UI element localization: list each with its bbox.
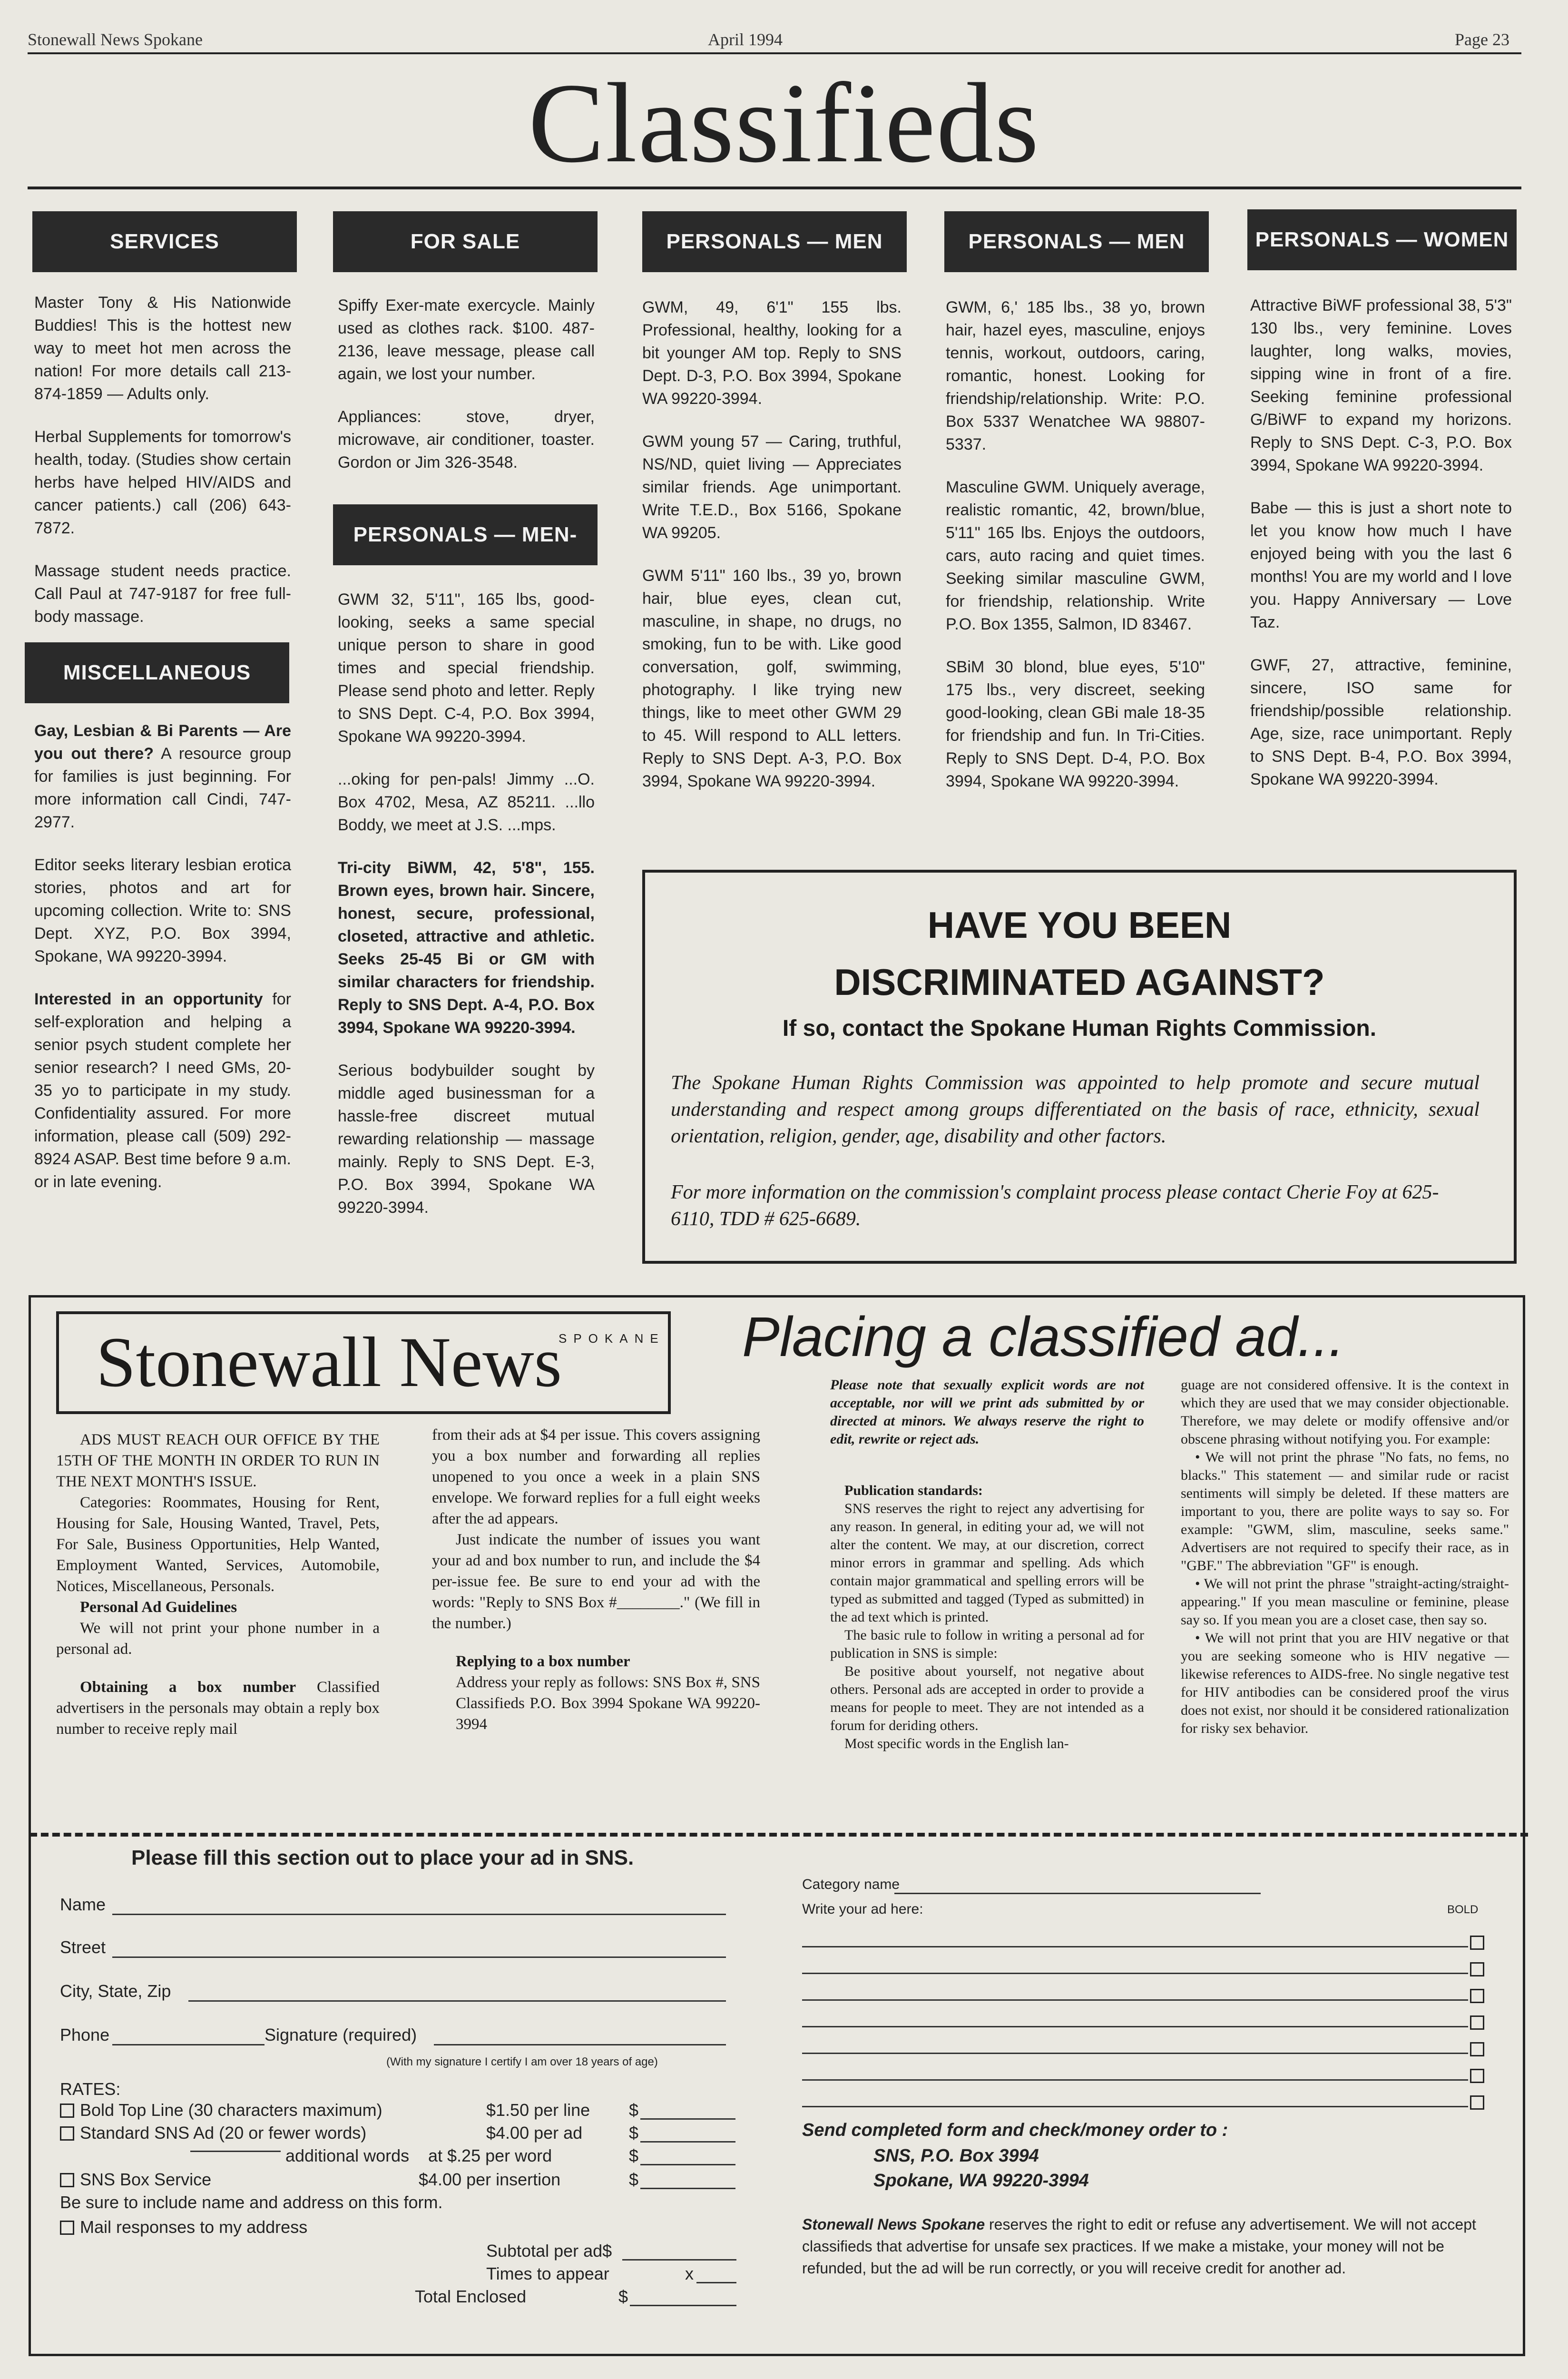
ad-entry: GWF, 27, attractive, feminine, sincere, ISO same for friendship/possible relationship. Age, size, race unimportant. Reply to SNS Dept. B-4, P.O. Box 3994, Spokane WA 99220-3994. [1250, 656, 1512, 788]
personals-men-3-column [338, 588, 595, 1239]
phone-label: Phone [60, 2025, 110, 2045]
ad-line[interactable] [802, 2009, 1468, 2027]
amount-field[interactable] [640, 2148, 735, 2165]
personals-men-1-column [642, 296, 902, 813]
header-personals-men-1: PERSONALS — MEN [642, 211, 907, 272]
placing-column-1: ADS MUST REACH OUR OFFICE BY THE 15TH OF THE MONTH IN ORDER TO RUN IN THE NEXT MONTH'S ISSUE. Categories: Roommates, Housing for Rent, Housing for Sale, Housing Wanted, Travel, Pets, For Sale, Business Opportunities, Help Wanted, Employment Wanted, Services, Automobile, Notices, Miscellaneous, Personals. Personal Ad Guidelines We will not print your phone number in a personal ad. Obtaining a box number Classified advertisers in the personals may obtain a reply box number to receive reply mail [56, 1431, 380, 1738]
mail-responses-option[interactable]: Mail responses to my address [60, 2217, 307, 2237]
header-for-sale: FOR SALE [333, 211, 598, 272]
misc-column [34, 719, 291, 1213]
category-field[interactable] [894, 1877, 1261, 1894]
personals-men-2-column [946, 296, 1205, 813]
hrc-body: The Spokane Human Rights Commission was appointed to help promote and secure mutual understanding and respect among groups differentiated on the basis of race, ethnicity, sexual orientation, religion, gender, age, disability and other factors. [671, 1072, 1480, 1147]
header-personals-men-2: PERSONALS — MEN [944, 211, 1209, 272]
bold-checkbox[interactable] [1470, 1989, 1484, 2003]
hrc-line3: If so, contact the Spokane Human Rights Commission. [782, 1016, 1377, 1041]
ad-entry: GWM young 57 — Caring, truthful, NS/ND, quiet living — Appreciates similar friends. Age unimportant. Write T.E.D., Box 5166, Spokane WA 99205. [642, 433, 902, 542]
ad-line[interactable] [802, 1956, 1468, 1974]
title-rule [28, 187, 1521, 189]
ad-entry: Appliances: stove, dryer, microwave, air conditioner, toaster. Gordon or Jim 326-3548. [338, 408, 595, 472]
ad-entry: ...oking for pen-pals! Jimmy ...O. Box 4702, Mesa, AZ 85211. ...llo Boddy, we meet at J.S. ...mps. [338, 770, 595, 834]
amount-field[interactable] [640, 2172, 735, 2189]
ad-entry: Interested in an opportunity for self-exploration and helping a senior psych student complete her senior research? I need GMs, 20-35 yo to participate in my study. Confidentiality assured. For more information, please call (509) 292-8924 ASAP. Best time before 9 a.m. or in late evening. [34, 990, 291, 1191]
form-heading: Please fill this section out to place your ad in SNS. [131, 1846, 634, 1869]
street-field[interactable] [112, 1939, 726, 1958]
ad-entry: Editor seeks literary lesbian erotica stories, photos and art for upcoming collection. Write to: SNS Dept. XYZ, P.O. Box 3994, Spokane, WA 99220-3994. [34, 856, 291, 965]
for-sale-column [338, 294, 595, 494]
ad-entry: Gay, Lesbian & Bi Parents — Are you out there? A resource group for families is just beginning. For more information call Cindi, 747-2977. [34, 722, 291, 831]
cut-line [29, 1833, 1528, 1837]
bold-checkbox[interactable] [1470, 1936, 1484, 1950]
times-field[interactable] [696, 2266, 736, 2283]
ad-entry: Babe — this is just a short note to let you know how much I have enjoyed being with you the last 6 months! You are my world and I love you. Happy Anniversary — Love Taz. [1250, 499, 1512, 631]
bold-checkbox[interactable] [1470, 1962, 1484, 1976]
send-address-1: SNS, P.O. Box 3994 [873, 2146, 1039, 2166]
rate-box-service[interactable]: SNS Box Service [60, 2170, 211, 2190]
write-ad-label: Write your ad here: [802, 1901, 923, 1917]
ad-line[interactable] [802, 1929, 1468, 1947]
ad-line[interactable] [802, 1982, 1468, 2001]
checkbox[interactable] [60, 2221, 74, 2235]
ad-entry: Attractive BiWF professional 38, 5'3" 130 lbs., very feminine. Loves laughter, long walks, movies, sipping wine in front of a fire. Seeking feminine professional G/BiWF to expand my horizons. Reply to SNS Dept. C-3, P.O. Box 3994, Spokane WA 99220-3994. [1250, 296, 1512, 474]
services-column [34, 291, 291, 648]
amount-field[interactable] [640, 2125, 735, 2143]
bold-checkbox[interactable] [1470, 2095, 1484, 2110]
ad-entry: Master Tony & His Nationwide Buddies! This is the hottest new way to meet hot men across the nation! For more details call 213-874-1859 — Adults only. [34, 294, 291, 403]
page-number: Page 23 [1455, 30, 1509, 49]
total-field[interactable] [630, 2289, 736, 2306]
ad-line[interactable] [802, 2035, 1468, 2054]
ad-entry: Serious bodybuilder sought by middle aged businessman for a hassle-free discreet mutual rewarding relationship — massage mainly. Reply to SNS Dept. E-3, P.O. Box 3994, Spokane WA 99220-3994. [338, 1062, 595, 1217]
human-rights-ad [642, 870, 1517, 1264]
page-title: Classifieds [528, 59, 1040, 186]
ad-entry: GWM 5'11" 160 lbs., 39 yo, brown hair, blue eyes, clean cut, masculine, in shape, no drugs, no smoking, fun to be with. Like good conversation, golf, swimming, photography. I like trying new things, like to meet other GWM 29 to 45. Will respond to ALL letters. Reply to SNS Dept. A-3, P.O. Box 3994, Spokane WA 99220-3994. [642, 567, 902, 790]
rate-standard-ad[interactable]: Standard SNS Ad (20 or fewer words) [60, 2123, 366, 2143]
ad-line[interactable] [802, 2062, 1468, 2081]
header-services: SERVICES [32, 211, 297, 272]
bold-checkbox[interactable] [1470, 2069, 1484, 2083]
masthead [28, 0, 1521, 56]
stonewall-news-logo: Stonewall News SPOKANE [56, 1311, 671, 1414]
name-field[interactable] [112, 1897, 726, 1915]
ad-entry: Herbal Supplements for tomorrow's health, today. (Studies show certain herbs have helped HIV/AIDS and cancer patients.) call (206) 643-7872. [34, 428, 291, 537]
header-personals-women: PERSONALS — WOMEN [1247, 209, 1517, 270]
signature-field[interactable] [434, 2027, 726, 2045]
placing-column-4: guage are not considered offensive. It is the context in which they are used that we may consider objectionable. Therefore, we may delete or modify offensive and/or obscene phrasing without notifying you. For example: • We will not print the phrase "No fats, no fems, no blacks." This statement — and similar rude or racist sentiments will simply be deleted. If these matters are important to you, there are polite ways to say so. For example: "GWM, slim, masculine, seeks same." Advertisers are not required to specify their race, as in "GBF." The abbreviation "GF" is enough. • We will not print the phrase "straight-acting/straight-appearing." If you mean masculine or feminine, please say so. If you mean you are a closet case, then say so. • We will not print that you are HIV negative or that you are seeking someone who is HIV negative — likewise references to AIDS-free. No single negative test for HIV antibodies can be considered proof the virus does not exist, nor should it be considered rationalization for risky sex behavior. [1181, 1377, 1509, 1736]
issue-date: April 1994 [708, 30, 783, 49]
city-state-zip-field[interactable] [188, 1983, 726, 2002]
ad-entry: GWM, 49, 6'1" 155 lbs. Professional, healthy, looking for a bit younger AM top. Reply to SNS Dept. D-3, P.O. Box 3994, Spokane WA 99220-3994. [642, 298, 902, 408]
checkbox[interactable] [60, 2126, 74, 2141]
top-rule [28, 52, 1521, 54]
bold-label: BOLD [1447, 1903, 1479, 1916]
send-address-2: Spokane, WA 99220-3994 [873, 2171, 1089, 2191]
rate-bold-top-line[interactable]: Bold Top Line (30 characters maximum) [60, 2100, 382, 2120]
name-label: Name [60, 1895, 106, 1914]
phone-field[interactable] [112, 2027, 265, 2045]
subtotal-field[interactable] [622, 2243, 736, 2261]
bold-checkbox[interactable] [1470, 2042, 1484, 2056]
hrc-contact: For more information on the commission's complaint process please contact Cherie Foy at 625-6110, TDD # 625-6689. [671, 1181, 1439, 1230]
ad-entry: Tri-city BiWM, 42, 5'8", 155. Brown eyes, brown hair. Sincere, honest, secure, professional, closeted, attractive and athletic. Seeks 25-45 Bi or GM with similar characters for friendship. Reply to SNS Dept. A-4, P.O. Box 3994, Spokane WA 99220-3994. [338, 859, 595, 1037]
ad-entry: GWM, 6,' 185 lbs., 38 yo, brown hair, hazel eyes, masculine, enjoys tennis, workout, outdoors, caring, romantic, honest. Looking for friendship/relationship. Write: P.O. Box 5337 Wenatchee WA 98807-5337. [946, 298, 1205, 453]
placing-column-3: Please note that sexually explicit words are not acceptable, nor will we print ads submitted by or directed at minors. We always reserve the right to edit, rewrite or reject ads. Publication standards: SNS reserves the right to reject any advertising for any reason. In general, in editing your ad, we will not alter the content. We may, at our discretion, correct minor errors in grammar and spelling. Ads which contain major grammatical and spelling errors will be typed as submitted and tagged (Typed as submitted) in the ad text which is printed. The basic rule to follow in writing a personal ad for publication in SNS is simple: Be positive about yourself, not negative about others. Personal ads are accepted in order to provide a means for people to meet. They are not intended as a forum for deriding others. Most specific words in the English lan- [830, 1377, 1144, 1751]
personals-women-column [1250, 294, 1512, 811]
ad-entry: Spiffy Exer-mate exercycle. Mainly used as clothes rack. $100. 487-2136, leave message, please call again, we lost your number. [338, 296, 595, 383]
hrc-line1: HAVE YOU BEEN [927, 904, 1232, 946]
hrc-line2: DISCRIMINATED AGAINST? [834, 961, 1325, 1003]
bold-checkbox[interactable] [1470, 2015, 1484, 2030]
additional-words-field[interactable] [190, 2136, 281, 2152]
rates-label: RATES: [60, 2079, 121, 2099]
ad-entry: SBiM 30 blond, blue eyes, 5'10" 175 lbs., very discreet, seeking good-looking, clean GBi male 18-35 for friendship and fun. In Tri-Cities. Reply to SNS Dept. D-4, P.O. Box 3994, Spokane WA 99220-3994. [946, 658, 1205, 790]
placing-heading: Placing a classified ad... [742, 1306, 1344, 1368]
policy-note: Stonewall News Spokane reserves the right to edit or refuse any advertisement. We will not accept classifieds that advertise for unsafe sex practices. If we make a mistake, your money will not be refunded, but the ad will be run correctly, or you will receive credit for another ad. [802, 2216, 1476, 2277]
checkbox[interactable] [60, 2104, 74, 2118]
ad-entry: GWM 32, 5'11", 165 lbs, good-looking, seeks a same special unique person to share in good times and special friendship. Please send photo and letter. Reply to SNS Dept. C-4, P.O. Box 3994, Spokane WA 99220-3994. [338, 590, 595, 746]
header-miscellaneous: MISCELLANEOUS [25, 642, 289, 703]
category-label: Category name [802, 1877, 900, 1892]
street-label: Street [60, 1937, 106, 1957]
ad-line[interactable] [802, 2089, 1468, 2107]
signature-label: Signature (required) [265, 2025, 417, 2045]
ad-entry: Massage student needs practice. Call Paul at 747-9187 for free full-body massage. [34, 562, 291, 626]
certify-note: (With my signature I certify I am over 18 years of age) [386, 2055, 658, 2068]
city-label: City, State, Zip [60, 1981, 171, 2001]
ad-entry: Masculine GWM. Uniquely average, realistic romantic, 42, brown/blue, 5'11" 165 lbs. Enjoys the outdoors, cars, auto racing and quiet times. Seeking similar masculine GWM, for friendship, relationship. Write P.O. Box 1355, Salmon, ID 83467. [946, 478, 1205, 633]
checkbox[interactable] [60, 2173, 74, 2187]
paper-name: Stonewall News Spokane [28, 30, 203, 49]
send-instructions: Send completed form and check/money order to : [802, 2120, 1228, 2140]
header-personals-men-3: PERSONALS — MEN- [333, 504, 598, 565]
placing-column-2: from their ads at $4 per issue. This covers assigning you a box number and forwarding all replies unopened to you once a week in a plain SNS envelope. We forward replies for a full eight weeks after the ad appears. Just indicate the number of issues you want your ad and box number to run, and include the $4 per-issue fee. Be sure to end your ad with the words: "Reply to SNS Box #________." (We fill in the number.) Replying to a box number Address your reply as follows: SNS Box #, SNS Classifieds P.O. Box 3994 Spokane WA 99220-3994 [432, 1426, 760, 1733]
amount-field[interactable] [640, 2102, 735, 2120]
